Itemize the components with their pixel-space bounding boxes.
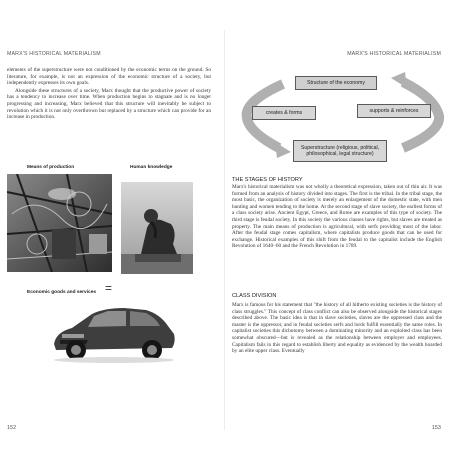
stages-body-text: [232, 184, 442, 251]
section-heading-class: CLASS DIVISION: [232, 293, 277, 299]
factory-photo: [7, 174, 112, 272]
left-page: [0, 0, 224, 449]
equals-sign: =: [105, 281, 113, 295]
paragraph: Marx is famous for his statement that "the history of all hitherto existing societies is the history of class struggles." This concept of class conflict can also be observed alongside the historical stages described above. The basic idea is that in slave societies, slaves are the oppressed class and the master is the oppressor, and in feudal societies serfs and lords fulfill essentially the same roles. In capitalist societies this dichotomy between a dominating minority and an exploited class has been somewhat obscured—but is revealed as the relationship between employer and employees. Capitalism fails in this regard to establish liberty and equality as evidenced by the wealth hoarded by an elite upper class. Eventually: [232, 302, 442, 355]
running-head-right: MARX'S HISTORICAL MATERIALISM: [347, 51, 441, 57]
paragraph: Marx's historical materialism was not wholly a theoretical expression, taken out of thin air. It was formed from an analysis of history divided into stages. The first is the tribal. In the tribal stage, the most basic, the organization of society is merely an enlargement of the domestic state, with men hunting and women tending to the home. At the second stage of slave society, the earliest forms of a class society arise. Ancient Egypt, Greece, and Rome are examples of this type of society. The third stage is feudal society. In this society the various classes have rights, but slaves are treated as property. The main means of production is agricultural, with serfs providing most of the labor. After the feudal stage comes capitalism, where capitalists produce goods that can be used for exchange. Historical examples of this shift from the feudal to the capitalist include the English Revolution of 1640–60 and the French Revolution in 1789.: [232, 184, 442, 250]
box-supports-reinforces: supports & reinforces: [357, 104, 431, 118]
car-photo: [48, 300, 180, 364]
thinker-statue-photo: [121, 182, 193, 274]
folio-left: 152: [7, 425, 17, 431]
arrow-head-up: [391, 72, 407, 88]
class-body-text: [232, 302, 442, 356]
label-means-of-production: Means of production: [27, 165, 75, 170]
box-creates-forms: creates & forms: [252, 106, 316, 120]
economy-superstructure-diagram: [235, 62, 449, 166]
right-page: [225, 0, 449, 449]
section-heading-stages: THE STAGES OF HISTORY: [232, 177, 303, 183]
label-human-knowledge: Human knowledge: [130, 165, 173, 170]
paragraph: elements of the superstructure were not conditioned by the economic terms on the ground. So literature, for example, is not an expression of the economic structure of a society, but independently expresses its own goals.: [7, 67, 211, 87]
folio-right: 153: [431, 425, 441, 431]
arrow-head-down: [275, 142, 291, 158]
plus-sign: +: [105, 252, 113, 266]
running-head-left: MARX'S HISTORICAL MATERIALISM: [7, 51, 101, 57]
box-structure-of-economy: Structure of the economy: [295, 76, 377, 90]
paragraph: Alongside these structures of a society, Marx thought that the productive power of society has a tendency to increase over time. When production begins to stagnate and is no longer progressing and increasing, Marx believed that this structure will inevitably be subject to revolution which it is not only overthrown but replaced by a structure which can provide for an increase in production.: [7, 87, 211, 121]
label-economic-goods: Economic goods and services: [27, 290, 97, 295]
box-superstructure: Superstructure (religious, political, philosophical, legal structure): [293, 140, 387, 162]
left-body-text: [7, 67, 211, 122]
